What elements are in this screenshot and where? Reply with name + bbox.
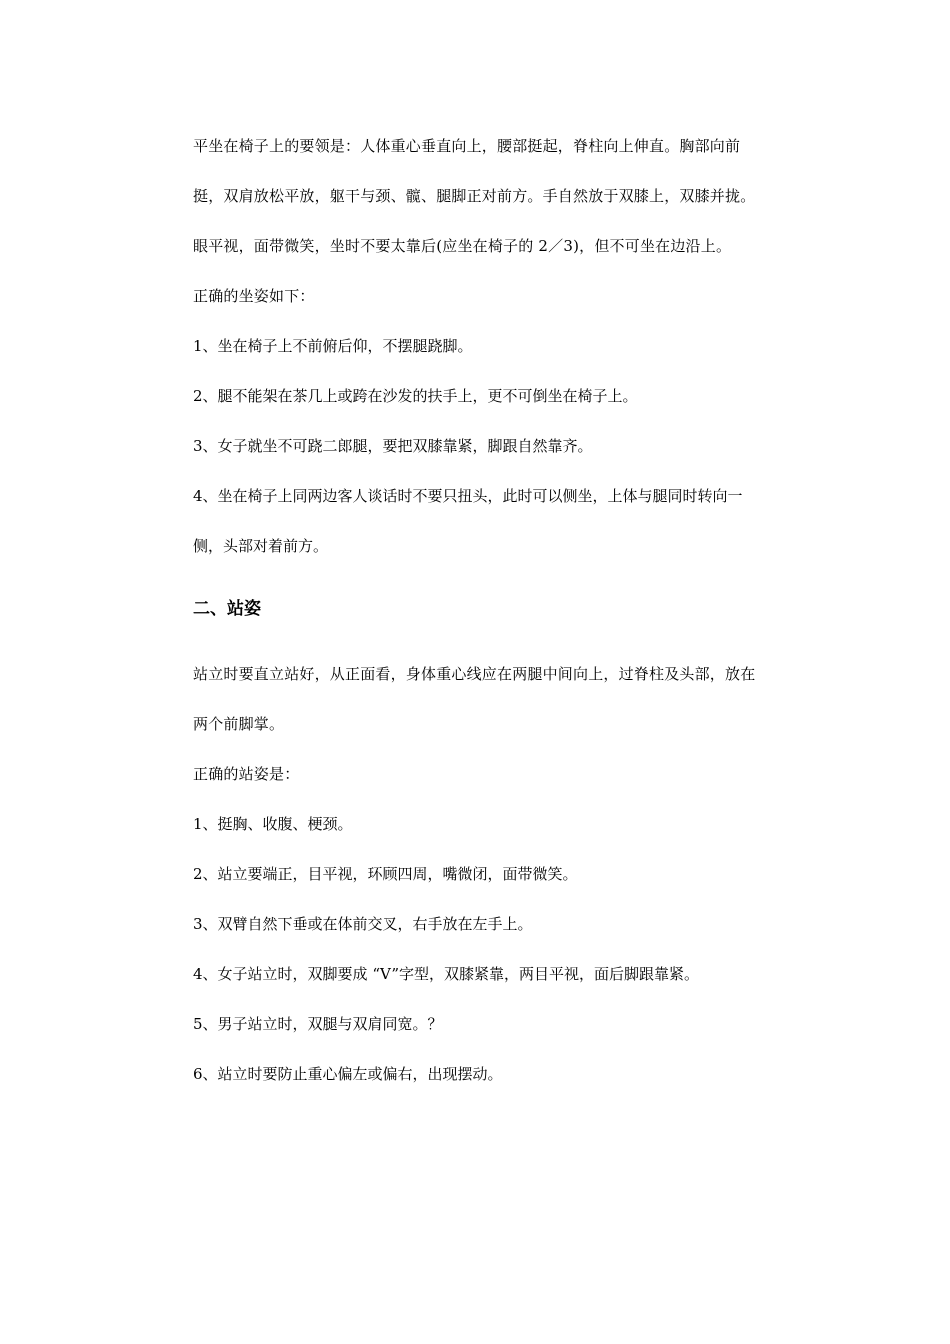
- standing-intro-paragraph: 站立时要直立站好，从正面看，身体重心线应在两腿中间向上，过脊柱及头部，放在两个前脚掌。: [193, 665, 756, 733]
- sitting-list-item: 3、女子就坐不可跷二郎腿，要把双膝靠紧，脚跟自然靠齐。: [193, 437, 593, 455]
- standing-list-item: 5、男子站立时，双腿与双肩同宽。？: [193, 1015, 443, 1033]
- sitting-list-item: 1、坐在椅子上不前俯后仰，不摆腿跷脚。: [193, 337, 473, 355]
- standing-list-item: 6、站立时要防止重心偏左或偏右，出现摆动。: [193, 1065, 503, 1083]
- document-body: [193, 121, 763, 1099]
- sitting-intro-paragraph: 平坐在椅子上的要领是：人体重心垂直向上，腰部挺起，脊柱向上伸直。胸部向前挺，双肩放松平放，躯干与颈、髋、腿脚正对前方。手自然放于双膝上，双膝并拢。眼平视，面带微笑，坐时不要太靠后(应坐在椅子的 2／3)，但不可坐在边沿上。: [193, 137, 756, 255]
- standing-list-item: 2、站立要端正，目平视，环顾四周，嘴微闭，面带微笑。: [193, 865, 578, 883]
- standing-list-title: 正确的站姿是：: [193, 765, 300, 783]
- standing-list-item: 1、挺胸、收腹、梗颈。: [193, 815, 353, 833]
- standing-list-item: 4、女子站立时，双脚要成 “V”字型，双膝紧靠，两目平视，面后脚跟靠紧。: [193, 965, 700, 983]
- section-heading-standing: 二、站姿: [193, 599, 261, 619]
- sitting-list-item: 4、坐在椅子上同两边客人谈话时不要只扭头，此时可以侧坐，上体与腿同时转向一侧，头部对着前方。: [193, 487, 743, 555]
- standing-list-item: 3、双臂自然下垂或在体前交叉，右手放在左手上。: [193, 915, 533, 933]
- sitting-list-item: 2、腿不能架在茶几上或跨在沙发的扶手上，更不可倒坐在椅子上。: [193, 387, 638, 405]
- sitting-list-title: 正确的坐姿如下：: [193, 287, 315, 305]
